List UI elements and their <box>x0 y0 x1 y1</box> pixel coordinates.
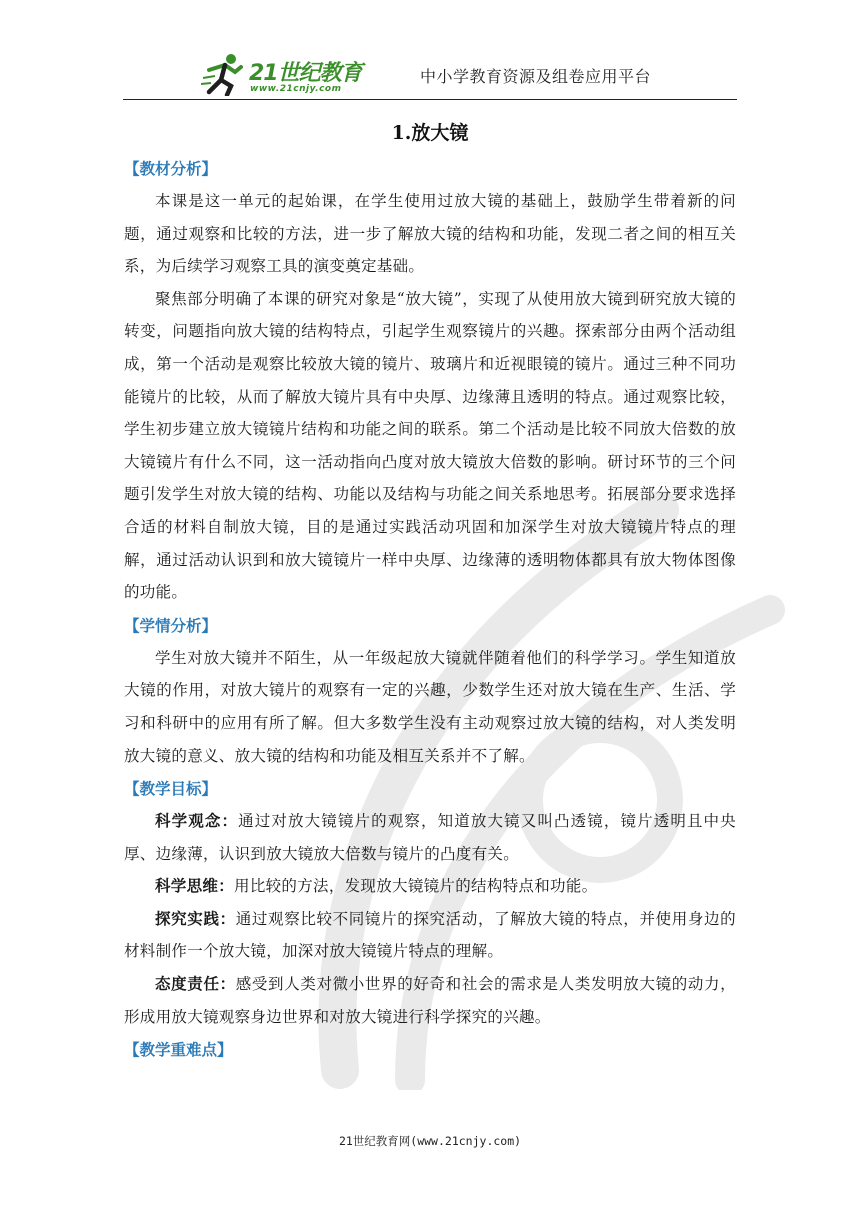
goal-text: 通过观察比较不同镜片的探究活动，了解放大镜的特点，并使用身边的材料制作一个放大镜，加深对放大镜镜片特点的理解。 <box>124 909 736 961</box>
goal-item <box>124 968 736 1033</box>
platform-name[interactable]: 中小学教育资源及组卷应用平台 <box>419 67 651 86</box>
goal-label: 科学思维： <box>155 876 235 896</box>
paragraph: 本课是这一单元的起始课，在学生使用过放大镜的基础上，鼓励学生带着新的问题，通过观察和比较的方法，进一步了解放大镜的结构和功能，发现二者之间的相互关系，为后续学习观察工具的演变奠定基础。 <box>124 192 736 276</box>
goal-item <box>124 805 736 870</box>
runner-logo-icon <box>201 52 247 96</box>
goal-label: 态度责任： <box>155 974 236 994</box>
goal-item <box>124 870 736 903</box>
paragraph: 聚焦部分明确了本课的研究对象是“放大镜”，实现了从使用放大镜到研究放大镜的转变，问题指向放大镜的结构特点，引起学生观察镜片的兴趣。探索部分由两个活动组成，第一个活动是观察比较放大镜的镜片、玻璃片和近视眼镜的镜片。通过三种不同功能镜片的比较，从而了解放大镜片具有中央厚、边缘薄且透明的特点。通过观察比较，学生初步建立放大镜镜片结构和功能之间的联系。第二个活动是比较不同放大倍数的放大镜镜片有什么不同，这一活动指向凸度对放大镜放大倍数的影响。研讨环节的三个问题引发学生对放大镜的结构、功能以及结构与功能之间关系地思考。拓展部分要求选择合适的材料自制放大镜，目的是通过实践活动巩固和加深学生对放大镜镜片特点的理解，通过活动认识到和放大镜镜片一样中央厚、边缘薄的透明物体都具有放大物体图像的功能。 <box>124 289 736 602</box>
goal-text: 感受到人类对微小世界的好奇和社会的需求是人类发明放大镜的动力，形成用放大镜观察身边世界和对放大镜进行科学探究的兴趣。 <box>124 975 736 1026</box>
section-heading-textbook-analysis: 【教材分析】 <box>124 159 218 178</box>
goal-label: 探究实践： <box>155 908 236 928</box>
header-divider <box>123 99 737 100</box>
goal-label: 科学观念： <box>155 811 239 831</box>
goal-item <box>124 903 736 968</box>
goal-text: 用比较的方法，发现放大镜镜片的结构特点和功能。 <box>234 877 598 896</box>
page-title: 1.放大镜 <box>391 122 469 144</box>
paragraph: 学生对放大镜并不陌生，从一年级起放大镜就伴随着他们的科学学习。学生知道放大镜的作用，对放大镜片的观察有一定的兴趣，少数学生还对放大镜在生产、生活、学习和科研中的应用有所了解。但大多数学生没有主动观察过放大镜的结构，对人类发明放大镜的意义、放大镜的结构和功能及相互关系并不了解。 <box>124 648 736 765</box>
logo-url: www.21cnjy.com <box>250 84 342 94</box>
section-heading-key-difficulties: 【教学重难点】 <box>124 1040 233 1060</box>
logo-text: 21世纪教育 <box>249 61 362 86</box>
document-body <box>124 152 736 1066</box>
goal-text: 通过对放大镜镜片的观察，知道放大镜又叫凸透镜，镜片透明且中央厚、边缘薄，认识到放大镜放大倍数与镜片的凸度有关。 <box>124 812 736 863</box>
section-heading-teaching-goals: 【教学目标】 <box>124 779 218 799</box>
page-header <box>123 44 737 100</box>
page-footer: 21世纪教育网(www.21cnjy.com) <box>338 1134 522 1148</box>
section-heading-student-analysis: 【学情分析】 <box>124 615 218 635</box>
site-logo[interactable] <box>201 52 371 96</box>
